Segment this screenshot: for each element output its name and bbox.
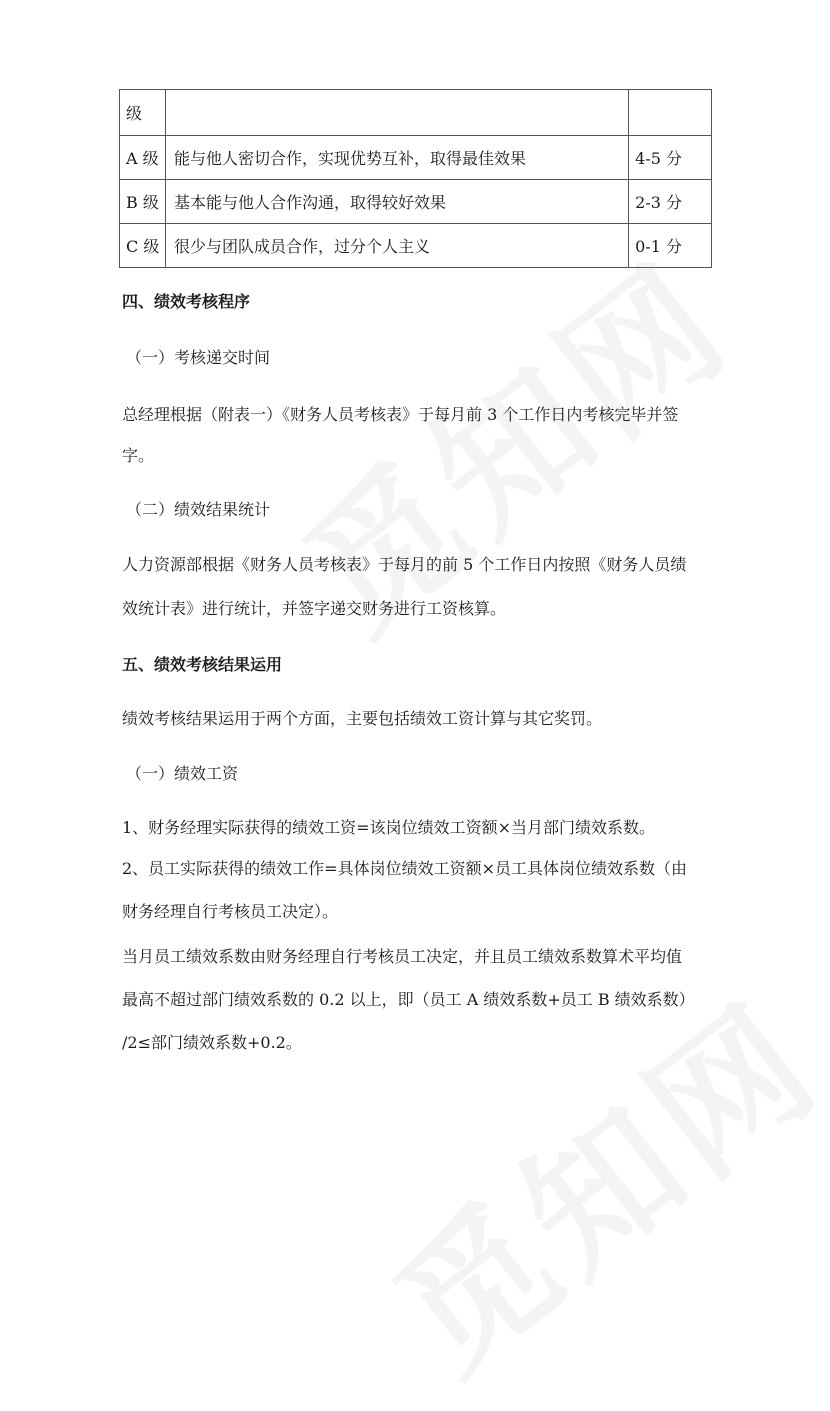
section-heading: 四、绩效考核程序 — [122, 292, 251, 311]
subsection-heading: （一）绩效工资 — [126, 764, 239, 783]
description-cell: 基本能与他人合作沟通，取得较好效果 — [165, 180, 628, 224]
paragraph-line: 财务经理自行考核员工决定）。 — [122, 902, 339, 921]
paragraph-line: 当月员工绩效系数由财务经理自行考核员工决定，并且员工绩效系数算术平均值 — [122, 947, 683, 966]
subsection-heading: （一）考核递交时间 — [126, 348, 271, 367]
table-row — [120, 90, 712, 136]
paragraph-line: 最高不超过部门绩效系数的 0.2 以上，即（员工 A 绩效系数+员工 B 绩效系数） — [122, 990, 695, 1009]
grade-cell: C 级 — [120, 224, 166, 268]
score-cell: 4-5 分 — [629, 136, 712, 180]
list-item: 1、财务经理实际获得的绩效工资=该岗位绩效工资额×当月部门绩效系数。 — [122, 818, 655, 837]
grade-cell: A 级 — [120, 136, 166, 180]
list-item: 2、员工实际获得的绩效工作=具体岗位绩效工资额×员工具体岗位绩效系数（由 — [122, 859, 687, 878]
subsection-heading: （二）绩效结果统计 — [126, 500, 271, 519]
paragraph-line: 字。 — [122, 446, 155, 465]
description-cell: 能与他人密切合作，实现优势互补，取得最佳效果 — [165, 136, 628, 180]
score-cell: 0-1 分 — [629, 224, 712, 268]
table-row — [120, 136, 712, 180]
score-cell — [629, 90, 712, 136]
grade-cell: 级 — [120, 90, 166, 136]
table-row — [120, 180, 712, 224]
score-cell: 2-3 分 — [629, 180, 712, 224]
grade-cell: B 级 — [120, 180, 166, 224]
paragraph-line: 人力资源部根据《财务人员考核表》于每月的前 5 个工作日内按照《财务人员绩 — [122, 555, 687, 574]
description-cell — [165, 90, 628, 136]
grade-table — [119, 89, 712, 268]
section-heading: 五、绩效考核结果运用 — [122, 655, 283, 674]
description-cell: 很少与团队成员合作，过分个人主义 — [165, 224, 628, 268]
paragraph-line: /2≤部门绩效系数+0.2。 — [122, 1033, 302, 1052]
paragraph-line: 绩效考核结果运用于两个方面，主要包括绩效工资计算与其它奖罚。 — [122, 709, 603, 728]
paragraph-line: 总经理根据（附表一）《财务人员考核表》于每月前 3 个工作日内考核完毕并签 — [122, 405, 679, 424]
paragraph-line: 效统计表》进行统计，并签字递交财务进行工资核算。 — [122, 599, 507, 618]
table-row — [120, 224, 712, 268]
watermark — [344, 945, 830, 1411]
